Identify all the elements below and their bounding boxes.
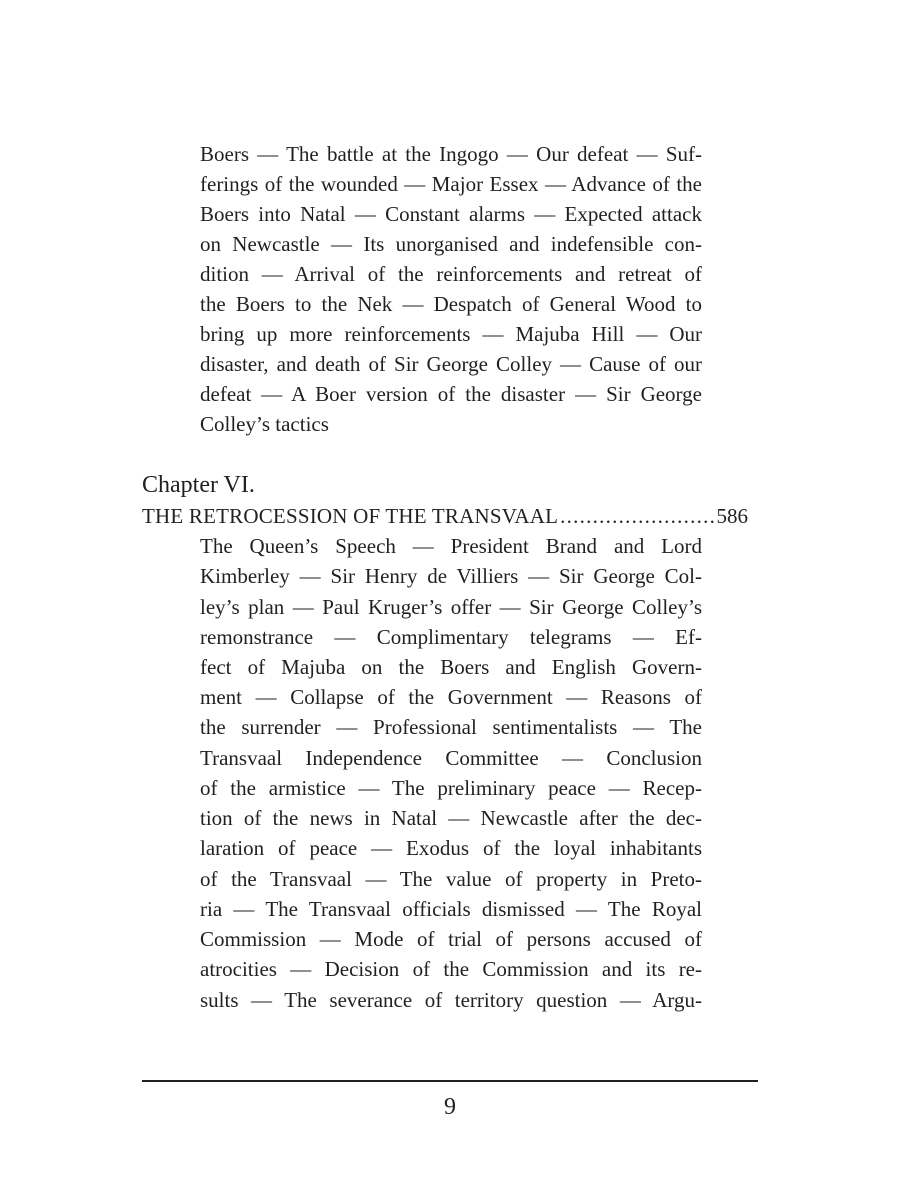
summary-line: bring up more reinforcements — Majuba Hill — Our — [200, 322, 702, 346]
summary-line: Boers into Natal — Constant alarms — Expected attack — [200, 202, 702, 226]
summary-line: Kimberley — Sir Henry de Villiers — Sir George Col- — [200, 564, 702, 588]
summary-line: Boers — The battle at the Ingogo — Our defeat — Suf- — [200, 142, 702, 166]
summary-line: fect of Majuba on the Boers and English Govern- — [200, 655, 702, 679]
summary-line: ley’s plan — Paul Kruger’s offer — Sir George Colley’s — [200, 595, 702, 619]
summary-line: Commission — Mode of trial of persons accused of — [200, 927, 702, 951]
summary-line: dition — Arrival of the reinforcements and retreat of — [200, 262, 702, 286]
summary-line: laration of peace — Exodus of the loyal inhabitants — [200, 836, 702, 860]
summary-line: atrocities — Decision of the Commission and its re- — [200, 957, 702, 981]
summary-line: Colley’s tactics — [200, 412, 329, 436]
summary-line: sults — The severance of territory question — Argu- — [200, 988, 702, 1012]
summary-line: The Queen’s Speech — President Brand and Lord — [200, 534, 702, 558]
summary-line: ferings of the wounded — Major Essex — Advance of the — [200, 172, 702, 196]
summary-line: on Newcastle — Its unorganised and indefensible con- — [200, 232, 702, 256]
chapter-title: THE RETROCESSION OF THE TRANSVAAL — [142, 504, 559, 528]
summary-line: ment — Collapse of the Government — Reasons of — [200, 685, 702, 709]
dot-leader — [560, 501, 714, 531]
summary-line: remonstrance — Complimentary telegrams — Ef- — [200, 625, 702, 649]
summary-line: tion of the news in Natal — Newcastle after the dec- — [200, 806, 702, 830]
summary-line: the Boers to the Nek — Despatch of General Wood to — [200, 292, 702, 316]
chapter-page-reference: 586 — [716, 504, 748, 528]
chapter-number: Chapter VI. — [142, 472, 255, 498]
summary-line: the surrender — Professional sentimentalists — The — [200, 715, 702, 739]
summary-line: disaster, and death of Sir George Colley — Cause of our — [200, 352, 702, 376]
chapter-heading — [142, 501, 748, 531]
summary-line: ria — The Transvaal officials dismissed — The Royal — [200, 897, 702, 921]
summary-line: defeat — A Boer version of the disaster — Sir George — [200, 382, 702, 406]
summary-line: of the armistice — The preliminary peace — Recep- — [200, 776, 702, 800]
summary-line: of the Transvaal — The value of property in Preto- — [200, 867, 702, 891]
footer-rule — [142, 1080, 758, 1082]
summary-line: Transvaal Independence Committee — Conclusion — [200, 746, 702, 770]
page-number: 9 — [444, 1094, 456, 1120]
